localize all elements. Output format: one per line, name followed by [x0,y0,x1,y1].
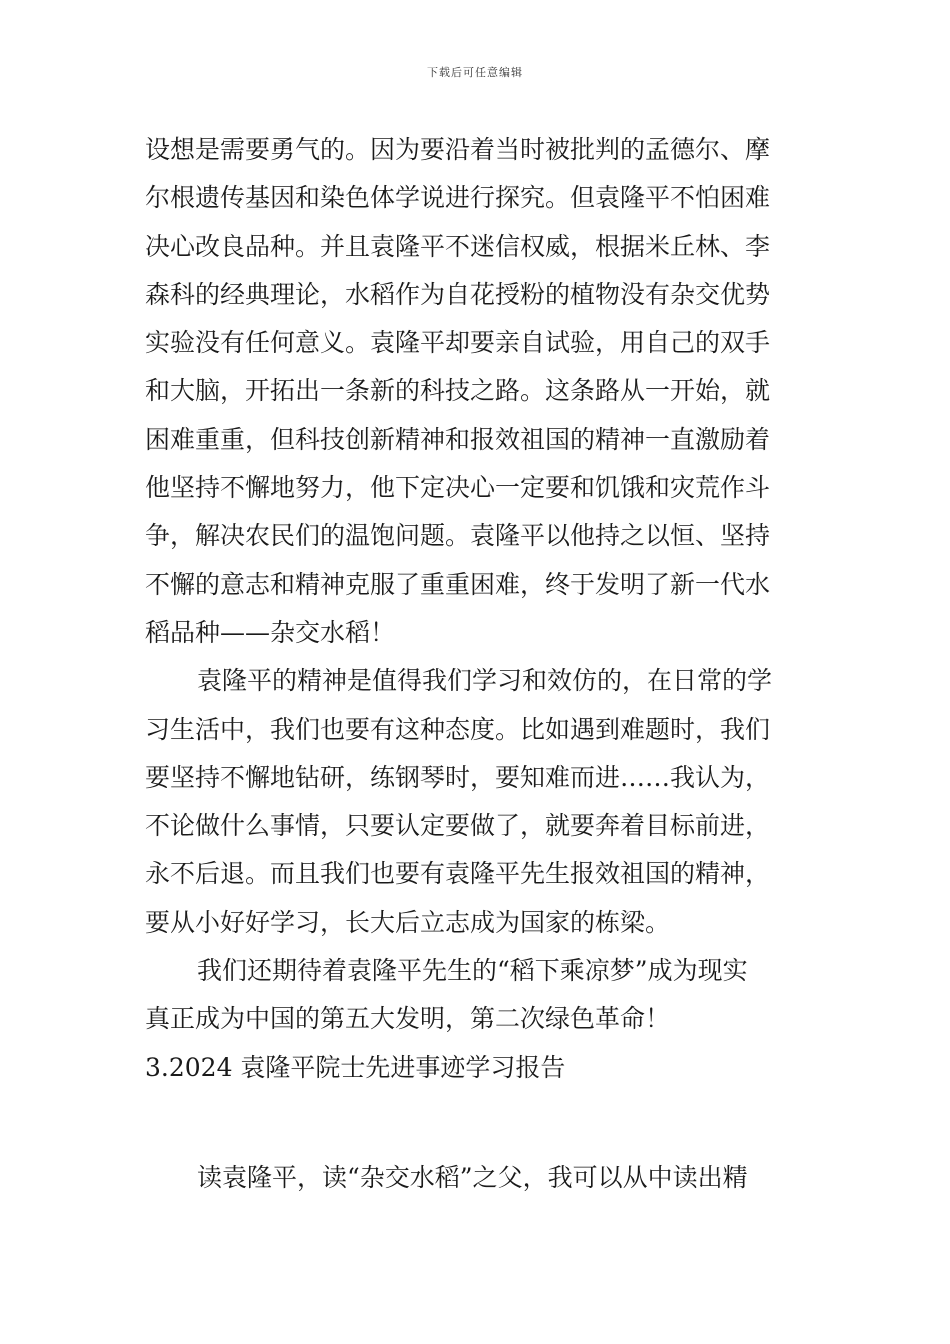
text-line: 不论做什么事情，只要认定要做了，就要奔着目标前进， [145,811,771,841]
text-line: 设想是需要勇气的。因为要沿着当时被批判的孟德尔、摩 [145,135,771,164]
text-line: 森科的经典理论，水稻作为自花授粉的植物没有杂交优势 [145,279,771,309]
text-line: 决心改良品种。并且袁隆平不迷信权威，根据米丘林、李 [145,231,771,261]
paragraph-start-line: 袁隆平的精神是值得我们学习和效仿的，在日常的学 [197,666,773,696]
text-line: 争，解决农民们的温饱问题。袁隆平以他持之以恒、坚持 [145,521,771,551]
text-line: 实验没有任何意义。袁隆平却要亲自试验，用自己的双手 [145,328,771,358]
page-header: 下载后可任意编辑 [427,66,523,79]
document-body [145,126,810,1202]
text-line: 永不后退。而且我们也要有袁隆平先生报效祖国的精神， [145,859,771,889]
text-line: 和大脑，开拓出一条新的科技之路。这条路从一开始，就 [145,376,771,406]
section-heading: 3.2024 袁隆平院士先进事迹学习报告 [145,1052,566,1082]
text-line: 尔根遗传基因和染色体学说进行探究。但袁隆平不怕困难 [145,183,771,213]
blank-spacer [145,1092,810,1154]
text-line: 他坚持不懈地努力，他下定决心一定要和饥饿和灾荒作斗 [145,473,771,503]
paragraph-start-line: 我们还期待着袁隆平先生的“稻下乘凉梦”成为现实 [197,956,748,986]
paragraph-start-line: 读袁隆平，读“杂交水稻”之父，我可以从中读出精 [197,1162,748,1192]
text-line: 不懈的意志和精神克服了重重困难，终于发明了新一代水 [145,569,771,599]
text-line: 要从小好好学习，长大后立志成为国家的栋梁。 [145,907,671,937]
text-line: 要坚持不懈地钻研，练钢琴时，要知难而进……我认为， [145,762,771,792]
text-line: 困难重重，但科技创新精神和报效祖国的精神一直激励着 [145,424,771,454]
text-line: 真正成为中国的第五大发明，第二次绿色革命！ [145,1004,671,1034]
text-line: 稻品种——杂交水稻！ [145,617,396,647]
text-line: 习生活中，我们也要有这种态度。比如遇到难题时，我们 [145,714,771,744]
